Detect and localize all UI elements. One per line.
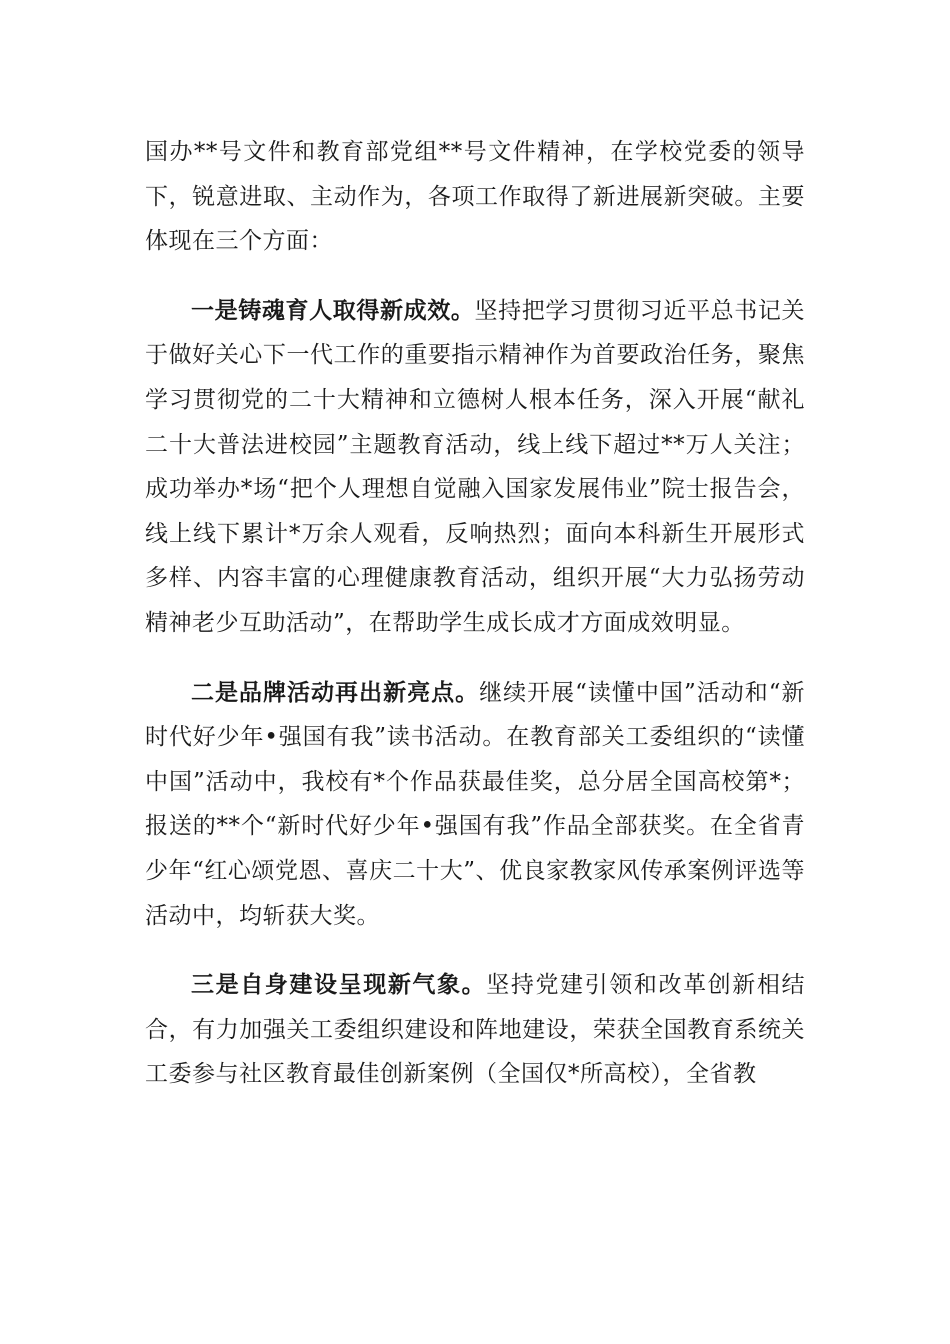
paragraph-text: 国办**号文件和教育部党组**号文件精神，在学校党委的领导下，锐意进取、主动作为，各项工作取得了新进展新突破。主要体现在三个方面： <box>145 139 805 255</box>
paragraph-3 <box>145 963 805 1097</box>
paragraph-text: 坚持把学习贯彻习近平总书记关于做好关心下一代工作的重要指示精神作为首要政治任务，聚焦学习贯彻党的二十大精神和立德树人根本任务，深入开展“献礼二十大普法进校园”主题教育活动，线上线下超过**万人关注；成功举办*场“把个人理想自觉融入国家发展伟业”院士报告会，线上线下累计*万余人观看，反响热烈；面向本科新生开展形式多样、内容丰富的心理健康教育活动，组织开展“大力弘扬劳动精神老少互助活动”，在帮助学生成长成才方面成效明显。 <box>145 297 806 636</box>
paragraph-1 <box>145 289 805 646</box>
paragraph-text: 坚持党建引领和改革创新相结合，有力加强关工委组织建设和阵地建设，荣获全国教育系统关工委参与社区教育最佳创新案例（全国仅*所高校），全省教 <box>145 972 806 1088</box>
paragraph-lead: 一是铸魂育人取得新成效。 <box>191 296 475 324</box>
paragraph-2 <box>145 671 805 939</box>
paragraph-intro <box>145 130 805 264</box>
paragraph-lead: 三是自身建设呈现新气象。 <box>191 971 487 999</box>
document-body <box>145 130 805 1122</box>
paragraph-lead: 二是品牌活动再出新亮点。 <box>191 678 480 706</box>
paragraph-text: 继续开展“读懂中国”活动和“新时代好少年•强国有我”读书活动。在教育部关工委组织的“读懂中国”活动中，我校有*个作品获最佳奖，总分居全国高校第*；报送的**个“新时代好少年•强国有我”作品全部获奖。在全省青少年“红心颂党恩、喜庆二十大”、优良家教家风传承案例评选等活动中，均斩获大奖。 <box>145 679 806 929</box>
